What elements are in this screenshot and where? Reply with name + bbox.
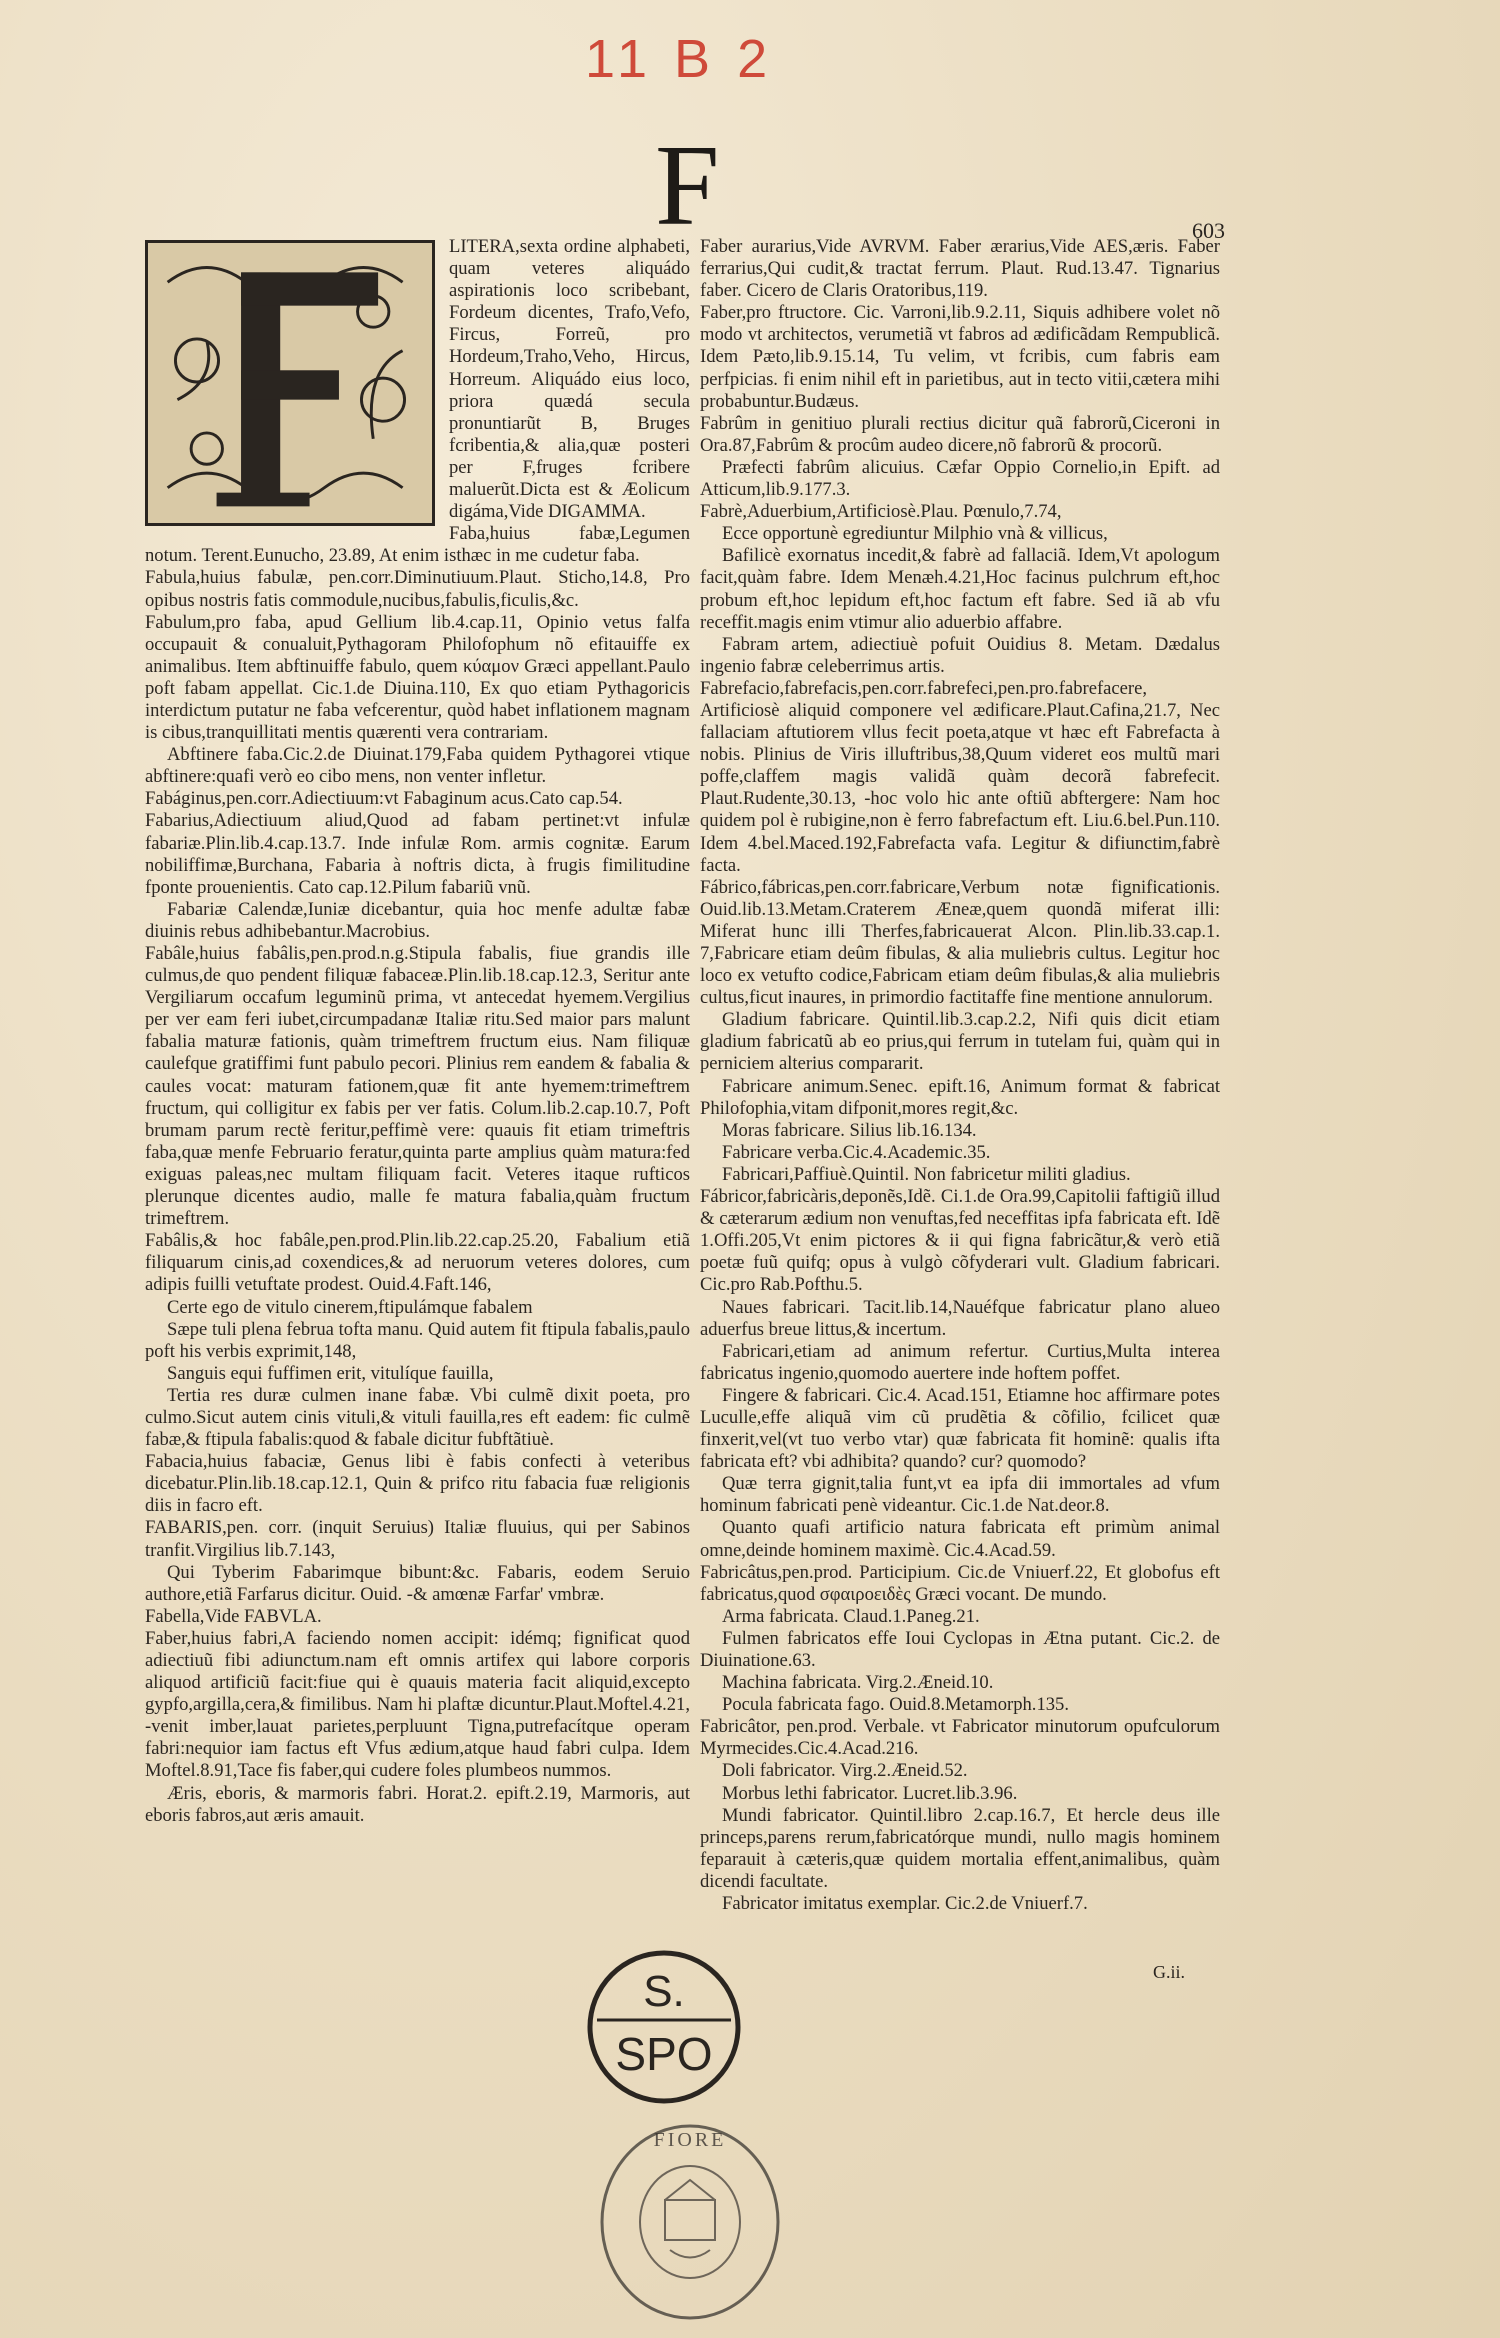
entry-fabaris: FABARIS,pen. corr. (inquit Seruius) Italiæ fluuius, qui per Sabinos tranfit.Virgilius lib.7.143, <box>145 1517 690 1561</box>
page-number: 603 <box>1192 218 1225 243</box>
stamp-spo-top: S. <box>643 1967 685 2016</box>
verse-line: Ecce opportunè egrediuntur Milphio vnà & villicus, <box>722 523 1108 545</box>
entry-arma-fabricata: Arma fabricata. Claud.1.Paneg.21. <box>722 1605 980 1627</box>
entry-quanto-quasi: Quanto quafi artificio natura fabricata eft primùm animal omne,deinde hominem maximè. Cic.4.Acad.59. <box>700 1517 1220 1561</box>
stamp-spo-bottom: SPO <box>615 2028 713 2080</box>
entry-fabulum: Fabulum,pro faba, apud Gellium lib.4.cap.11, Opinio vetus falfa occupauit & conualuit,Pythagoram Philofophum nõ efitauiffe ex animalibus. Item abftinuiffe fabulo, quem κύαμον Græci appellant.Paulo poft fabam appellat. Cic.1.de Diuina.110, Ex quo etiam Pythagoricis interdictum putatur ne faba vefcerentur, quòd habet inflationem magnam is cibus,tranquillitati mentis quærenti vera contrariam. <box>145 611 690 744</box>
verse-line: Certe ego de vitulo cinerem,ftipulámque fabalem <box>167 1296 533 1318</box>
entry-fabricor: Fábricor,fabricàris,deponẽs,Idẽ. Ci.1.de Ora.99,Capitolii faftigiũ illud & cæterarum ædium non venuftas,fed neceffitas ipfa fabricata eft. Idẽ 1.Offi.205,Vt enim pictores & ii qui figna fabricãtur,& verò etiã poetæ fuũ quifq; opus à vulgò cõfyderari vult. Gladium fabricari. Cic.pro Rab.Pofthu.5. <box>700 1186 1220 1296</box>
entry-machina-fabricata: Machina fabricata. Virg.2.Æneid.10. <box>722 1672 994 1694</box>
entry-fabella: Fabella,Vide FABVLA. <box>145 1605 322 1627</box>
entry-pocula-fabricata: Pocula fabricata fago. Ouid.8.Metamorph.135. <box>722 1694 1069 1716</box>
verse-line: Sanguis equi fuffimen erit, vitulíque fauilla, <box>167 1362 494 1384</box>
entry-fabaginus: Fabáginus,pen.corr.Adiectiuum:vt Fabaginum acus.Cato cap.54. <box>145 788 623 810</box>
entry-fabarius: Fabarius,Adiectiuum aliud,Quod ad fabam pertinet:vt infulæ fabariæ.Plin.lib.4.cap.13.7. Inde infulæ Rom. armis cognitæ. Earum nobiliffimæ,Burchana, Fabaria à noftris dicta, à frugis fimilitudine fponte prouenientis. Cato cap.12.Pilum fabariũ vnũ. <box>145 810 690 898</box>
entry-praefecti-fabrum: Præfecti fabrûm alicuius. Cæfar Oppio Cornelio,in Epift. ad Atticum,lib.9.177.3. <box>700 456 1220 501</box>
entry-fabrefacio: Fabrefacio,fabrefacis,pen.corr.fabrefeci,pen.pro.fabrefacere, Artificiosè aliquid componere vel ædificare.Plaut.Cafina,21.7, Nec fallaciam aftutiorem vllus fecit poeta,atque vt hæc eft Fabrefacta à nobis. Plinius de Viris illuftribus,38,Quum videret eos multũ mari poffe,claffem magis validã quàm decorã fabrefecit. Plaut.Rudente,30.13, -hoc volo hic ante oftiũ abftergere: Nam hoc quidem pol è rubigine,non è ferro fabrefactum eft. Liu.6.bel.Pun.110. Idem 4.bel.Maced.192,Fabrefacta vafa. Legitur & difiunctim,fabrè facta. <box>700 677 1220 876</box>
entry-f-litera: LITERA,sexta ordine alphabeti, quam veteres aliquádo aspirationis loco scribebant, Fordeum dicentes, Trafo,Vefo, Fircus, Forreũ, pro Hordeum,Traho,Veho, Hircus, Horreum. Aliquádo eius loco, priora quædá secula pronuntiarũt B, Bruges fcribentia,& alia,quæ posteri per F,fruges fcribere maluerũt.Dicta est & Æolicum digáma,Vide DIGAMMA. <box>449 236 690 523</box>
library-stamp-spo <box>585 1948 743 2106</box>
entry-quae-terra: Quæ terra gignit,talia funt,vt ea ipfa dii immortales ad vfum hominum fabricati penè videantur. Cic.1.de Nat.deor.8. <box>700 1473 1220 1517</box>
entry-gladium-fabricare: Gladium fabricare. Quintil.lib.3.cap.2.2, Nifi quis dicit etiam gladium fabricatũ ab eo prius,qui ferrum in tutelam fui, quàm qui in perniciem alterius compararit. <box>700 1009 1220 1075</box>
letter-heading: F <box>655 122 720 250</box>
entry-fabariae-calendae: Fabariæ Calendæ,Iuniæ dicebantur, quia hoc menfe adultæ fabæ diuinis rebus adhibebantur.Macrobius. <box>145 898 690 942</box>
left-column <box>145 236 690 1827</box>
shelfmark: 11 B 2 <box>585 29 774 89</box>
entry-fabricare-verba: Fabricare verba.Cic.4.Academic.35. <box>722 1141 991 1163</box>
entry-morbus-fabricator: Morbus lethi fabricator. Lucret.lib.3.96. <box>722 1782 1018 1804</box>
entry-fabre: Fabrè,Aduerbium,Artificiosè.Plau. Pœnulo,7.74, <box>700 501 1062 523</box>
entry-mundi-fabricator: Mundi fabricator. Quintil.libro 2.cap.16.7, Et hercle deus ille princeps,parens rerum,fabricatórque mundi, nullo magis hominem feparauit à cæteris,quæ quidem mortalia effent,animalibus, quàm dicendi facultate. <box>700 1804 1220 1892</box>
verse-line: Bafilicè exornatus incedit,& fabrè ad fallaciã. Idem,Vt apologum facit,quàm fabre. Idem Menæh.4.21,Hoc facinus pulchrum eft,hoc probum eft,hoc lepidum eft,hoc factum eft fabre. Sed iã ab vfu receffit.magis enim vtimur alio aduerbio affabre. <box>700 545 1220 633</box>
entry-faba: Faba,huius fabæ,Legumen notum. Terent.Eunucho, 23.89, At enim isthæc in me cudetur faba. <box>145 523 690 567</box>
entry-moras-fabricare: Moras fabricare. Silius lib.16.134. <box>722 1119 977 1141</box>
entry-fabricari-passive: Fabricari,Paffiuè.Quintil. Non fabricetur militi gladius. <box>722 1163 1131 1185</box>
entry-fabacia: Fabacia,huius fabaciæ, Genus libi è fabis confecti à veteribus dicebatur.Plin.lib.18.cap.12.1, Quin & prifco ritu fabacia fuæ religionis diis in facro eft. <box>145 1451 690 1517</box>
right-column <box>700 236 1220 1915</box>
entry-fabram-artem: Fabram artem, adiectiuè pofuit Ouidius 8. Metam. Dædalus ingenio fabræ celeberrimus artis. <box>700 633 1220 677</box>
verse-line: Qui Tyberim Fabarimque bibunt:&c. Fabaris, eodem Seruio authore,etiã Farfarus dicitur. Ouid. -& amœnæ Farfar' vmbræ. <box>145 1561 690 1605</box>
entry-fabricatus: Fabricâtus,pen.prod. Participium. Cic.de Vniuerf.22, Et globofus eft fabricatus,quod σφαιροειδὲς Græci vocant. De mundo. <box>700 1561 1220 1605</box>
entry-fabrico: Fábrico,fábricas,pen.corr.fabricare,Verbum notæ fignificationis. Ouid.lib.13.Metam.Craterem Æneæ,quem quondã miferat illi: Miferat hunc illi Therfes,fabricauerat Alcon. Plin.lib.33.cap.1. 7,Fabricare etiam deûm fibulas, & alia muliebris cultus. Legitur hoc loco ex vetufto codice,Fabricam etiam deûm fibulas,& alia muliebris cultus,ficut inaures, in primordio factitaffe fine mentione annulorum. <box>700 876 1220 1009</box>
entry-fabricari-animum: Fabricari,etiam ad animum refertur. Curtius,Multa interea fabricatus ingenio,quomodo auertere inde hoftem poffet. <box>700 1340 1220 1384</box>
entry-fabricator-imitatus: Fabricator imitatus exemplar. Cic.2.de Vniuerf.7. <box>722 1893 1088 1915</box>
entry-fabula: Fabula,huius fabulæ, pen.corr.Diminutiuum.Plaut. Sticho,14.8, Pro opibus nostris fatis commodule,nucibus,fabulis,ficulis,&c. <box>145 567 690 611</box>
entry-aeris-fabri: Æris, eboris, & marmoris fabri. Horat.2. epift.2.19, Marmoris, aut eboris fabros,aut æris amauit. <box>145 1782 690 1826</box>
library-stamp-fiore <box>595 2120 785 2324</box>
entry-fabricator: Fabricâtor, pen.prod. Verbale. vt Fabricator minutorum opufculorum Myrmecides.Cic.4.Acad.216. <box>700 1716 1220 1760</box>
entry-faber: Faber,huius fabri,A faciendo nomen accipit: idémq; fignificat quod adiectiuũ fibi adiunctum.nam eft omnis artifex qui labore corporis aliquod artificiũ facit:fiue qui è quauis materia facit aliquid,excepto gypfo,argilla,cera,& fimilibus. Nam hi plaftæ dicuntur.Plaut.Moftel.4.21, -venit imber,lauat parietes,perpluunt Tigna,putrefacítque operam fabri:nequior iam factus eft Vfus ædium,atque haud fabri culpa. Idem Moftel.8.91,Tace fis faber,qui cudere foles plumbeos nummos. <box>145 1627 690 1782</box>
stamp-fiore-text: FIORE <box>653 2129 727 2151</box>
verse-line: Tertia res duræ culmen inane fabæ. Vbi culmẽ dixit poeta, pro culmo.Sicut autem cinis vituli,& vituli fauilla,res eft eadem: fic culmẽ fabæ,& ftipula fabalis:quod & fabale dicitur fubftãtiuè. <box>145 1384 690 1451</box>
verse-line: Sæpe tuli plena februa tofta manu. Quid autem fit ftipula fabalis,paulo poft his verbis exprimit,148, <box>145 1318 690 1362</box>
entry-fabalis: Fabâlis,& hoc fabâle,pen.prod.Plin.lib.22.cap.25.20, Fabalium etiã filiquarum cinis,ad coxendices,& ad neruorum veteres dolores, cum adipis fuilli vetuftate prodest. Ouid.4.Faft.146, <box>145 1230 690 1296</box>
entry-faber-structor: Faber,pro ftructore. Cic. Varroni,lib.9.2.11, Siquis adhibere volet nõ modo vt architectos, verumetiã vt fabros ad ædificãdam Rempublicã. Idem Pæto,lib.9.15.14, Tu velim, vt fcribis, cum fabris eam perfpicias. fi enim nihil eft in parietibus, aut in tecto vitii,cætera mihi probabuntur.Budæus. <box>700 302 1220 412</box>
entry-faber-aurarius: Faber aurarius,Vide AVRVM. Faber ærarius,Vide AES,æris. Faber ferrarius,Qui cudit,& tractat ferrum. Plaut. Rud.13.47. Tignarius faber. Cicero de Claris Oratoribus,119. <box>700 236 1220 302</box>
entry-doli-fabricator: Doli fabricator. Virg.2.Æneid.52. <box>722 1760 968 1782</box>
ornamental-initial-f-icon <box>145 240 435 526</box>
entry-fulmen-fabricatos: Fulmen fabricatos effe Ioui Cyclopas in Ætna putant. Cic.2. de Diuinatione.63. <box>700 1627 1220 1671</box>
entry-fabricare-animum: Fabricare animum.Senec. epift.16, Animum format & fabricat Philofophia,vitam difponit,mores regit,&c. <box>700 1075 1220 1119</box>
catchword: G.ii. <box>1153 1962 1186 1982</box>
entry-fabrum: Fabrûm in genitiuo plurali rectius dicitur quã fabrorũ,Ciceroni in Ora.87,Fabrûm & procûm audeo dicere,nõ fabrorũ & procorũ. <box>700 412 1220 456</box>
entry-naues-fabricari: Naues fabricari. Tacit.lib.14,Nauéfque fabricatur plano alueo aduerfus breue littus,& incertum. <box>700 1296 1220 1340</box>
entry-abstinere-faba: Abftinere faba.Cic.2.de Diuinat.179,Faba quidem Pythagorei vtique abftinere:quafi verò eo cibo mens, non venter infletur. <box>145 744 690 788</box>
entry-fabale: Fabâle,huius fabâlis,pen.prod.n.g.Stipula fabalis, fiue grandis ille culmus,de quo pendent filiquæ fabaceæ.Plin.lib.18.cap.12.3, Seritur ante Vergiliarum occafum leguminũ prima, vt antecedat hyemem.Vergilius per ver eam feri iubet,circumpadanæ Italiæ ritu.Sed maior pars malunt fabalia maturæ fationis, quàm trimeftrem fructum eius. Nam filiquæ caulefque gratiffimi funt pabulo pecori. Plinius rem eandem & fabalia & caules vocat: maturam fationem,quæ fit ante hyemem:trimeftrem fructum, qui colligitur ex fabis per ver fatis. Colum.lib.2.cap.10.7, Poft brumam parum rectè feritur,peffimè vere: quauis fit etiam trimeftris faba,quæ menfe Februario feratur,quinta parte amplius quàm matura:fed exiguas paleas,nec multam filiquam facit. Veteres itaque rufticos plerunque dicentes audio, malle fe matura fabalia,quàm fructum trimeftrem. <box>145 943 690 1230</box>
entry-fingere-fabricari: Fingere & fabricari. Cic.4. Acad.151, Etiamne hoc affirmare potes Luculle,effe aliquã vim cũ prudẽtia & cõfilio, fcilicet quæ finxerit,vel(vt tuo verbo vtar) quæ fabricata fit hominẽ: qualis ifta fabricata eft? vbi adhibita? quando? cur? quomodo? <box>700 1384 1220 1473</box>
